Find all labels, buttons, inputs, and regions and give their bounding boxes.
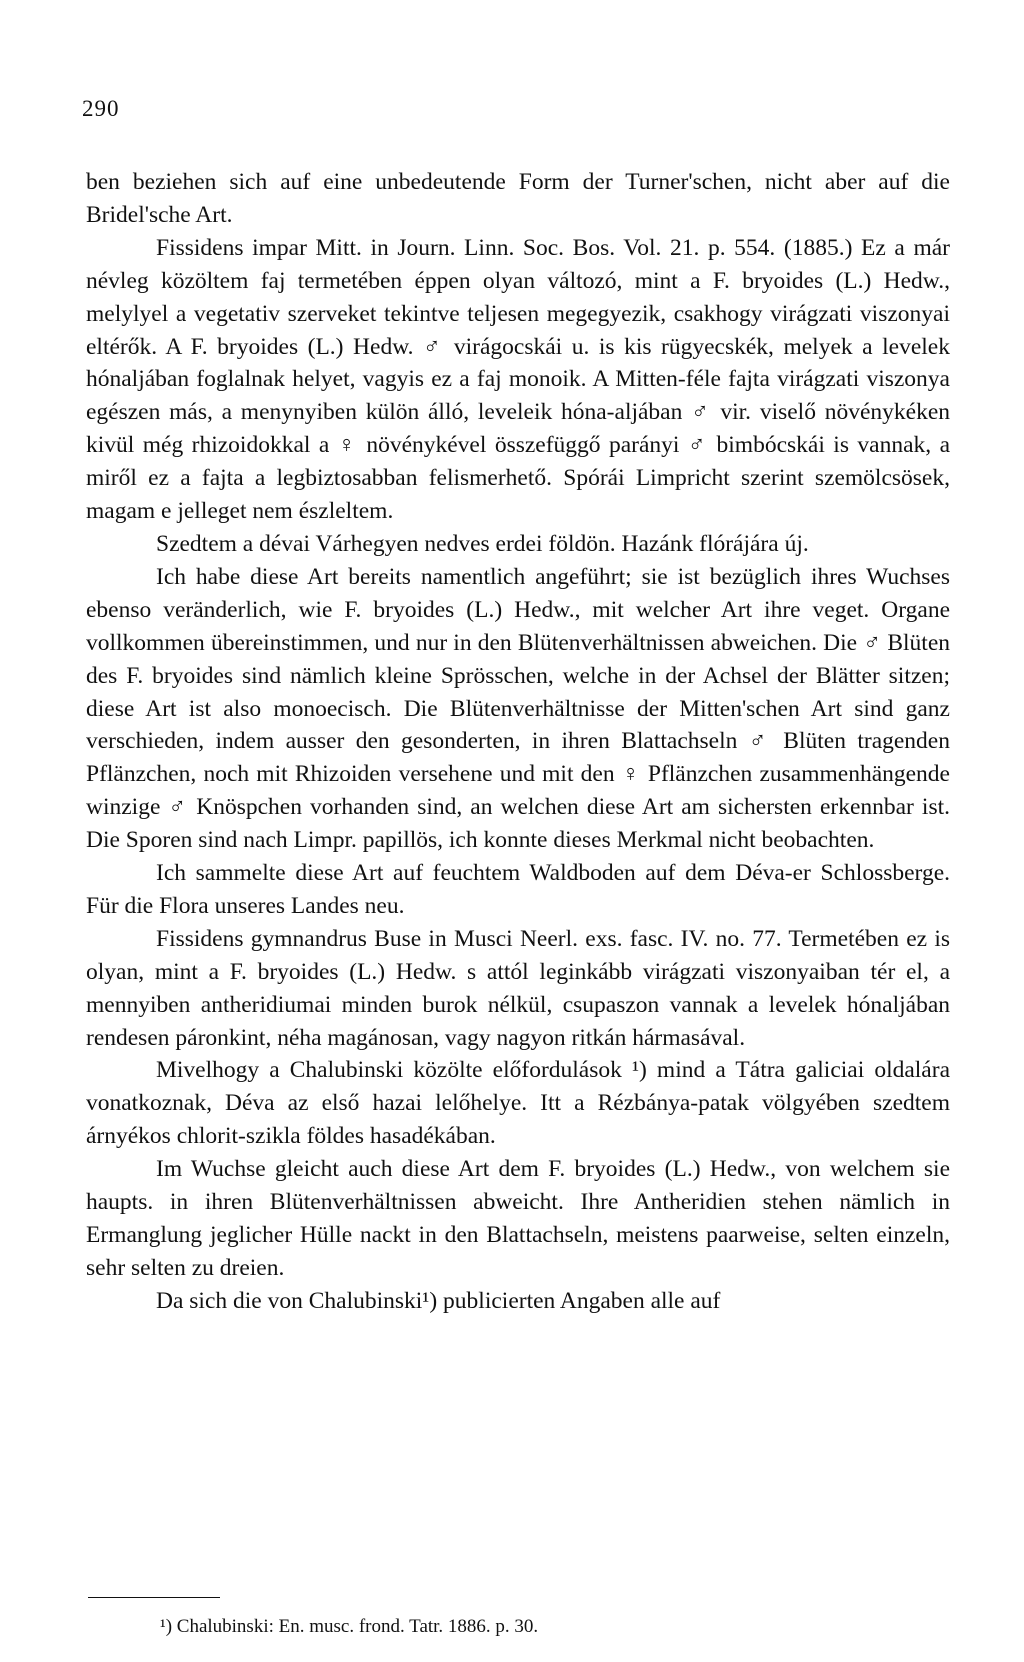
paragraph: Ich sammelte diese Art auf feuchtem Waldboden auf dem Déva-er Schlossberge. Für die Flora unseres Landes neu.	[86, 860, 950, 919]
paragraph: Mivelhogy a Chalubinski közölte előfordulások ¹) mind a Tátra galiciai oldalára vonatkoznak, Déva az első hazai lelőhelye. Itt a Rézbánya-patak völgyében szedtem árnyékos chlorit-szikla földes hasadékában.	[86, 1057, 950, 1150]
paragraph: Ich habe diese Art bereits namentlich angeführt; sie ist bezüglich ihres Wuchses ebenso veränderlich, wie F. bryoides (L.) Hedw., mit welcher Art ihre veget. Organe vollkommen übereinstimmen, und nur in den Blütenverhältnissen abweichen. Die ♂ Blüten des F. bryoides sind nämlich kleine Sprösschen, welche in der Achsel der Blätter sitzen; diese Art ist also monoecisch. Die Blütenverhältnisse der Mitten'schen Art sind ganz verschieden, indem ausser den gesonderten, in ihren Blattachseln ♂ Blüten tragenden Pflänzchen, noch mit Rhizoiden versehene und mit den ♀ Pflänzchen zusammenhängende winzige ♂ Knöspchen vorhanden sind, an welchen diese Art am sichersten erkennbar ist. Die Sporen sind nach Limpr. papillös, ich konnte dieses Merkmal nicht beobachten.	[86, 563, 950, 854]
paragraph: ben beziehen sich auf eine unbedeutende Form der Turner'schen, nicht aber auf die Bridel'sche Art.	[86, 169, 950, 228]
page-number: 290	[82, 96, 120, 121]
paragraph: Da sich die von Chalubinski¹) publicierten Angaben alle auf	[156, 1287, 721, 1314]
paragraph: Fissidens impar Mitt. in Journ. Linn. Soc. Bos. Vol. 21. p. 554. (1885.) Ez a már névleg közöltem faj termetében éppen olyan változó, mint a F. bryoides (L.) Hedw., melylyel a vegetativ szerveket tekintve teljesen megegyezik, csakhogy virágzati viszonyai eltérők. A F. bryoides (L.) Hedw. ♂ virágocskái u. is kis rügyecskék, melyek a levelek hónaljában foglalnak helyet, vagyis ez a faj monoik. A Mitten-féle fajta virágzati viszonya egészen más, a menynyiben külön álló, leveleik hóna-aljában ♂ vir. viselő növénykéken kivül még rhizoidokkal a ♀ növénykével összefüggő parányi ♂ bimbócskái is vannak, a miről ez a fajta a legbiztosabban felismerhető. Spórái Limpricht szerint szemölcsösek, magam e jelleget nem észleltem.	[86, 234, 950, 525]
footnote-divider	[88, 1597, 220, 1598]
main-text	[86, 166, 950, 1318]
footnote: ¹) Chalubinski: En. musc. frond. Tatr. 1886. p. 30.	[160, 1616, 539, 1637]
paragraph: Szedtem a dévai Várhegyen nedves erdei földön. Hazánk flórájára új.	[156, 530, 809, 557]
paragraph: Fissidens gymnandrus Buse in Musci Neerl. exs. fasc. IV. no. 77. Termetében ez is olyan, mint a F. bryoides (L.) Hedw. s attól leginkább virágzati viszonyaiban tér el, a mennyiben antheridiumai minden burok nélkül, csupaszon vannak a levelek hónaljában rendesen páronkint, néha magánosan, vagy nagyon ritkán hármasával.	[86, 925, 950, 1051]
paragraph: Im Wuchse gleicht auch diese Art dem F. bryoides (L.) Hedw., von welchem sie haupts. in ihren Blütenverhältnissen abweicht. Ihre Antheridien stehen nämlich in Ermanglung jeglicher Hülle nackt in den Blattachseln, meistens paarweise, selten einzeln, sehr selten zu dreien.	[86, 1156, 950, 1281]
